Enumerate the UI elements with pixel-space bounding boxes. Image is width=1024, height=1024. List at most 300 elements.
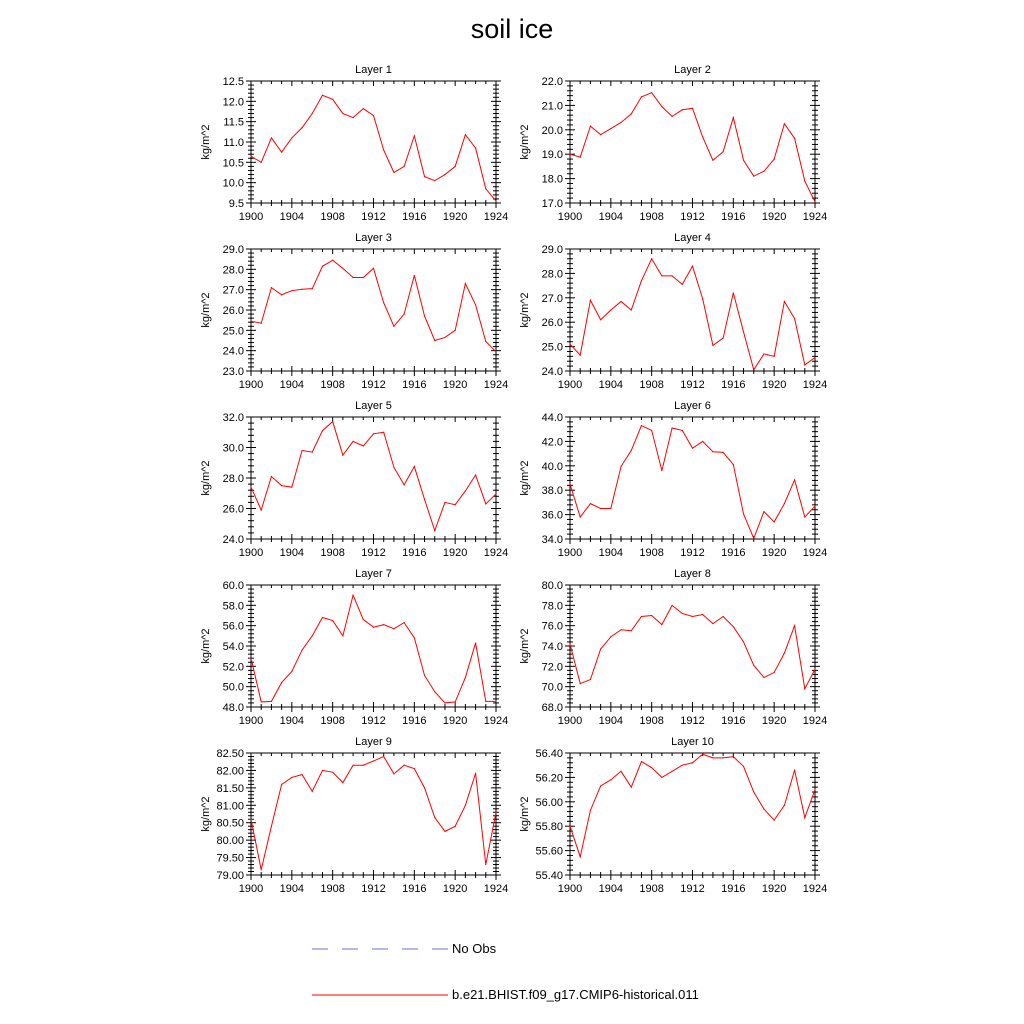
- data-point: [692, 108, 693, 109]
- data-point: [475, 474, 476, 475]
- plot-frame: [570, 417, 815, 539]
- data-point: [712, 757, 713, 758]
- x-tick-label: 1920: [761, 211, 787, 223]
- data-point: [641, 761, 642, 762]
- data-point: [465, 134, 466, 135]
- y-tick-label: 80.0: [541, 580, 563, 592]
- data-point: [671, 275, 672, 276]
- data-point: [383, 302, 384, 303]
- data-point: [590, 810, 591, 811]
- x-tick-label: 1900: [557, 883, 583, 895]
- x-tick-label: 1920: [442, 211, 468, 223]
- x-tick-label: 1900: [557, 715, 583, 727]
- data-point: [271, 476, 272, 477]
- panel-layer-5: [200, 400, 508, 559]
- data-point: [600, 134, 601, 135]
- data-point: [569, 643, 570, 644]
- data-point: [814, 357, 815, 358]
- data-point: [485, 701, 486, 702]
- data-point: [692, 448, 693, 449]
- data-point: [301, 289, 302, 290]
- data-point: [301, 774, 302, 775]
- y-tick-label: 76.0: [541, 620, 563, 633]
- data-point: [393, 773, 394, 774]
- x-tick-label: 1904: [598, 547, 624, 559]
- data-point: [743, 766, 744, 767]
- legend-label-no-obs: No Obs: [452, 941, 497, 956]
- x-tick-label: 1900: [238, 211, 264, 223]
- data-point: [814, 201, 815, 202]
- data-point: [485, 188, 486, 189]
- y-tick-label: 11.5: [223, 116, 244, 129]
- data-point: [455, 701, 456, 702]
- data-point: [723, 151, 724, 152]
- data-point: [610, 128, 611, 129]
- data-point: [465, 490, 466, 491]
- data-point: [671, 605, 672, 606]
- data-point: [424, 675, 425, 676]
- data-point: [610, 636, 611, 637]
- y-tick-label: 18.0: [541, 173, 563, 186]
- data-point: [804, 364, 805, 365]
- data-point: [250, 819, 251, 820]
- x-tick-label: 1908: [320, 379, 345, 391]
- data-point: [774, 672, 775, 673]
- y-tick-label: 20.0: [541, 124, 563, 137]
- data-point: [580, 516, 581, 517]
- data-point: [332, 421, 333, 422]
- plot-frame: [570, 585, 815, 707]
- data-point: [712, 451, 713, 452]
- data-point: [774, 158, 775, 159]
- data-point: [641, 425, 642, 426]
- y-tick-label: 81.00: [216, 800, 244, 813]
- panel-title: Layer 1: [355, 64, 392, 76]
- data-point: [651, 615, 652, 616]
- data-point: [434, 340, 435, 341]
- data-point: [363, 619, 364, 620]
- data-point: [682, 613, 683, 614]
- plot-frame: [570, 81, 815, 203]
- data-point: [631, 787, 632, 788]
- panel-title: Layer 6: [674, 400, 711, 412]
- data-point: [424, 499, 425, 500]
- data-point: [465, 677, 466, 678]
- x-tick-label: 1924: [483, 883, 509, 895]
- data-point: [312, 451, 313, 452]
- y-tick-label: 27.0: [541, 292, 563, 305]
- x-tick-label: 1912: [680, 211, 705, 223]
- y-tick-label: 30.0: [222, 442, 244, 455]
- data-point: [424, 176, 425, 177]
- y-tick-label: 10.0: [222, 177, 244, 190]
- y-tick-label: 11.0: [223, 137, 244, 149]
- y-tick-label: 12.0: [222, 96, 244, 109]
- data-point: [600, 648, 601, 649]
- data-point: [250, 156, 251, 157]
- data-point: [753, 791, 754, 792]
- x-tick-label: 1908: [320, 715, 345, 727]
- data-point: [723, 757, 724, 758]
- data-point: [363, 445, 364, 446]
- y-tick-label: 22.0: [541, 76, 563, 88]
- data-point: [312, 288, 313, 289]
- y-tick-label: 80.50: [216, 817, 244, 830]
- data-point: [620, 771, 621, 772]
- data-point: [444, 831, 445, 832]
- y-tick-label: 34.0: [541, 534, 563, 546]
- data-point: [383, 150, 384, 151]
- x-tick-label: 1916: [721, 379, 746, 391]
- data-point: [580, 157, 581, 158]
- y-tick-label: 10.5: [222, 157, 244, 170]
- x-tick-label: 1904: [279, 883, 305, 895]
- y-tick-label: 32.0: [222, 412, 244, 424]
- data-point: [661, 470, 662, 471]
- x-tick-label: 1904: [279, 379, 305, 391]
- panel-layer-1: [200, 64, 508, 223]
- data-point: [590, 679, 591, 680]
- y-tick-label: 25.0: [541, 341, 563, 354]
- data-point: [784, 503, 785, 504]
- y-tick-label: 58.0: [222, 600, 244, 613]
- data-point: [393, 172, 394, 173]
- data-point: [322, 95, 323, 96]
- x-tick-label: 1916: [721, 211, 746, 223]
- x-tick-label: 1908: [320, 547, 345, 559]
- series-line: [251, 595, 496, 703]
- x-tick-label: 1912: [361, 211, 386, 223]
- data-point: [661, 624, 662, 625]
- x-tick-label: 1900: [557, 547, 583, 559]
- x-tick-label: 1920: [442, 379, 468, 391]
- x-tick-label: 1916: [402, 883, 427, 895]
- series-line: [570, 426, 815, 539]
- y-axis-label: kg/m^2: [519, 796, 531, 832]
- y-tick-label: 54.0: [222, 641, 244, 653]
- data-point: [804, 180, 805, 181]
- x-tick-label: 1916: [402, 715, 427, 727]
- data-point: [620, 466, 621, 467]
- x-tick-label: 1912: [361, 883, 386, 895]
- y-tick-label: 48.0: [222, 702, 244, 714]
- y-tick-label: 74.0: [541, 641, 563, 653]
- data-point: [373, 760, 374, 761]
- y-tick-label: 24.0: [541, 366, 563, 378]
- x-tick-label: 1900: [238, 883, 264, 895]
- y-tick-label: 79.00: [216, 870, 244, 882]
- series-line: [570, 605, 815, 688]
- data-point: [763, 809, 764, 810]
- data-point: [281, 682, 282, 683]
- data-point: [682, 765, 683, 766]
- data-point: [641, 616, 642, 617]
- series-line: [570, 754, 815, 856]
- y-tick-label: 56.20: [535, 772, 563, 785]
- x-tick-label: 1908: [320, 211, 345, 223]
- data-point: [580, 355, 581, 356]
- data-point: [434, 180, 435, 181]
- x-tick-label: 1908: [639, 883, 664, 895]
- data-point: [763, 677, 764, 678]
- panel-layer-6: [519, 400, 827, 559]
- data-point: [763, 171, 764, 172]
- x-tick-label: 1912: [361, 379, 386, 391]
- data-point: [444, 502, 445, 503]
- data-point: [784, 653, 785, 654]
- y-tick-label: 38.0: [541, 485, 563, 498]
- data-point: [631, 309, 632, 310]
- series-line: [251, 260, 496, 352]
- data-point: [342, 635, 343, 636]
- data-point: [322, 617, 323, 618]
- data-point: [495, 200, 496, 201]
- x-tick-label: 1904: [598, 379, 624, 391]
- data-point: [723, 616, 724, 617]
- x-tick-label: 1912: [361, 715, 386, 727]
- data-point: [322, 770, 323, 771]
- series-line: [570, 259, 815, 370]
- y-tick-label: 56.40: [535, 748, 563, 760]
- data-point: [590, 300, 591, 301]
- panel-title: Layer 2: [674, 64, 711, 76]
- panel-title: Layer 10: [671, 736, 714, 748]
- data-point: [383, 432, 384, 433]
- data-point: [475, 642, 476, 643]
- data-point: [434, 817, 435, 818]
- data-point: [733, 756, 734, 757]
- data-point: [620, 122, 621, 123]
- data-point: [363, 108, 364, 109]
- data-point: [631, 630, 632, 631]
- data-point: [291, 671, 292, 672]
- data-point: [261, 509, 262, 510]
- y-tick-label: 28.0: [222, 473, 244, 485]
- data-point: [702, 441, 703, 442]
- data-point: [363, 277, 364, 278]
- y-tick-label: 60.0: [222, 580, 244, 592]
- x-tick-label: 1924: [483, 211, 509, 223]
- data-point: [784, 301, 785, 302]
- x-tick-label: 1916: [721, 883, 746, 895]
- data-point: [763, 511, 764, 512]
- data-point: [444, 174, 445, 175]
- y-tick-label: 82.00: [216, 765, 244, 778]
- x-tick-label: 1924: [483, 547, 509, 559]
- data-point: [475, 304, 476, 305]
- x-tick-label: 1920: [761, 883, 787, 895]
- panel-title: Layer 5: [355, 400, 392, 412]
- data-point: [641, 280, 642, 281]
- panel-layer-7: [200, 568, 508, 727]
- data-point: [723, 452, 724, 453]
- y-tick-label: 24.0: [222, 534, 244, 546]
- data-point: [424, 787, 425, 788]
- data-point: [291, 290, 292, 291]
- y-tick-label: 82.50: [216, 748, 244, 760]
- y-tick-label: 42.0: [541, 436, 563, 449]
- x-tick-label: 1904: [598, 211, 624, 223]
- x-tick-label: 1916: [402, 211, 427, 223]
- data-point: [692, 265, 693, 266]
- y-tick-label: 80.00: [216, 835, 244, 848]
- data-point: [569, 826, 570, 827]
- x-tick-label: 1916: [721, 547, 746, 559]
- x-tick-label: 1904: [598, 883, 624, 895]
- data-point: [465, 283, 466, 284]
- x-tick-label: 1920: [442, 883, 468, 895]
- data-point: [651, 258, 652, 259]
- data-point: [661, 777, 662, 778]
- panel-title: Layer 8: [674, 568, 711, 580]
- y-tick-label: 21.0: [541, 100, 563, 113]
- data-point: [661, 275, 662, 276]
- y-tick-label: 40.0: [541, 460, 563, 473]
- x-tick-label: 1916: [402, 547, 427, 559]
- data-point: [794, 138, 795, 139]
- data-point: [671, 116, 672, 117]
- x-tick-label: 1916: [721, 715, 746, 727]
- data-point: [631, 113, 632, 114]
- x-tick-label: 1908: [320, 883, 345, 895]
- data-point: [342, 455, 343, 456]
- y-axis-label: kg/m^2: [200, 796, 212, 832]
- data-point: [590, 503, 591, 504]
- y-tick-label: 26.0: [222, 503, 244, 516]
- data-point: [291, 777, 292, 778]
- data-point: [610, 508, 611, 509]
- x-tick-label: 1924: [483, 715, 509, 727]
- x-tick-label: 1900: [238, 379, 264, 391]
- data-point: [651, 767, 652, 768]
- y-tick-label: 55.60: [535, 845, 563, 858]
- x-tick-label: 1924: [483, 379, 509, 391]
- plot-frame: [251, 81, 496, 203]
- data-point: [281, 294, 282, 295]
- data-point: [702, 137, 703, 138]
- data-point: [281, 152, 282, 153]
- x-tick-label: 1924: [802, 547, 828, 559]
- plot-frame: [251, 585, 496, 707]
- data-point: [352, 277, 353, 278]
- data-point: [590, 126, 591, 127]
- data-point: [804, 516, 805, 517]
- y-axis-label: kg/m^2: [200, 292, 212, 328]
- y-axis-label: kg/m^2: [519, 124, 531, 160]
- data-point: [702, 754, 703, 755]
- data-point: [271, 701, 272, 702]
- x-tick-label: 1920: [761, 715, 787, 727]
- data-point: [261, 869, 262, 870]
- data-point: [651, 430, 652, 431]
- data-point: [733, 292, 734, 293]
- y-tick-label: 28.0: [541, 268, 563, 281]
- panel-layer-10: [519, 736, 827, 895]
- data-point: [692, 616, 693, 617]
- x-tick-label: 1900: [238, 715, 264, 727]
- data-point: [753, 665, 754, 666]
- x-tick-label: 1912: [680, 883, 705, 895]
- data-point: [281, 485, 282, 486]
- y-tick-label: 29.0: [222, 244, 244, 256]
- x-tick-label: 1908: [639, 547, 664, 559]
- data-point: [723, 337, 724, 338]
- y-tick-label: 81.50: [216, 782, 244, 795]
- data-point: [332, 620, 333, 621]
- data-point: [682, 109, 683, 110]
- data-point: [424, 316, 425, 317]
- data-point: [455, 504, 456, 505]
- data-point: [671, 427, 672, 428]
- data-point: [322, 430, 323, 431]
- data-point: [692, 762, 693, 763]
- data-point: [383, 624, 384, 625]
- data-point: [712, 345, 713, 346]
- y-tick-label: 28.0: [222, 264, 244, 277]
- data-point: [301, 450, 302, 451]
- panel-layer-4: [519, 232, 827, 391]
- y-tick-label: 55.40: [535, 870, 563, 882]
- data-point: [580, 683, 581, 684]
- data-point: [373, 433, 374, 434]
- y-tick-label: 25.0: [222, 325, 244, 338]
- data-point: [753, 176, 754, 177]
- data-point: [569, 344, 570, 345]
- data-point: [600, 785, 601, 786]
- data-point: [753, 538, 754, 539]
- data-point: [495, 351, 496, 352]
- data-point: [774, 820, 775, 821]
- data-point: [804, 817, 805, 818]
- data-point: [393, 467, 394, 468]
- y-tick-label: 27.0: [222, 284, 244, 297]
- x-tick-label: 1924: [802, 211, 828, 223]
- data-point: [312, 113, 313, 114]
- data-point: [784, 123, 785, 124]
- data-point: [651, 92, 652, 93]
- x-tick-label: 1920: [442, 715, 468, 727]
- data-point: [814, 669, 815, 670]
- x-tick-label: 1916: [402, 379, 427, 391]
- x-tick-label: 1900: [557, 379, 583, 391]
- data-point: [271, 137, 272, 138]
- y-tick-label: 26.0: [541, 317, 563, 330]
- data-point: [291, 487, 292, 488]
- data-point: [712, 623, 713, 624]
- data-point: [641, 96, 642, 97]
- data-point: [763, 353, 764, 354]
- data-point: [712, 160, 713, 161]
- panel-title: Layer 4: [674, 232, 711, 244]
- panel-title: Layer 9: [355, 736, 392, 748]
- data-point: [393, 628, 394, 629]
- series-line: [570, 93, 815, 202]
- data-point: [404, 622, 405, 623]
- data-point: [414, 637, 415, 638]
- y-axis-label: kg/m^2: [200, 460, 212, 496]
- plot-frame: [251, 417, 496, 539]
- x-tick-label: 1904: [279, 211, 305, 223]
- x-tick-label: 1912: [680, 547, 705, 559]
- data-point: [414, 135, 415, 136]
- panel-title: Layer 3: [355, 232, 392, 244]
- data-point: [743, 160, 744, 161]
- y-tick-label: 36.0: [541, 509, 563, 522]
- data-point: [312, 635, 313, 636]
- legend-swatch-model: [310, 988, 450, 1002]
- data-point: [404, 313, 405, 314]
- data-point: [620, 629, 621, 630]
